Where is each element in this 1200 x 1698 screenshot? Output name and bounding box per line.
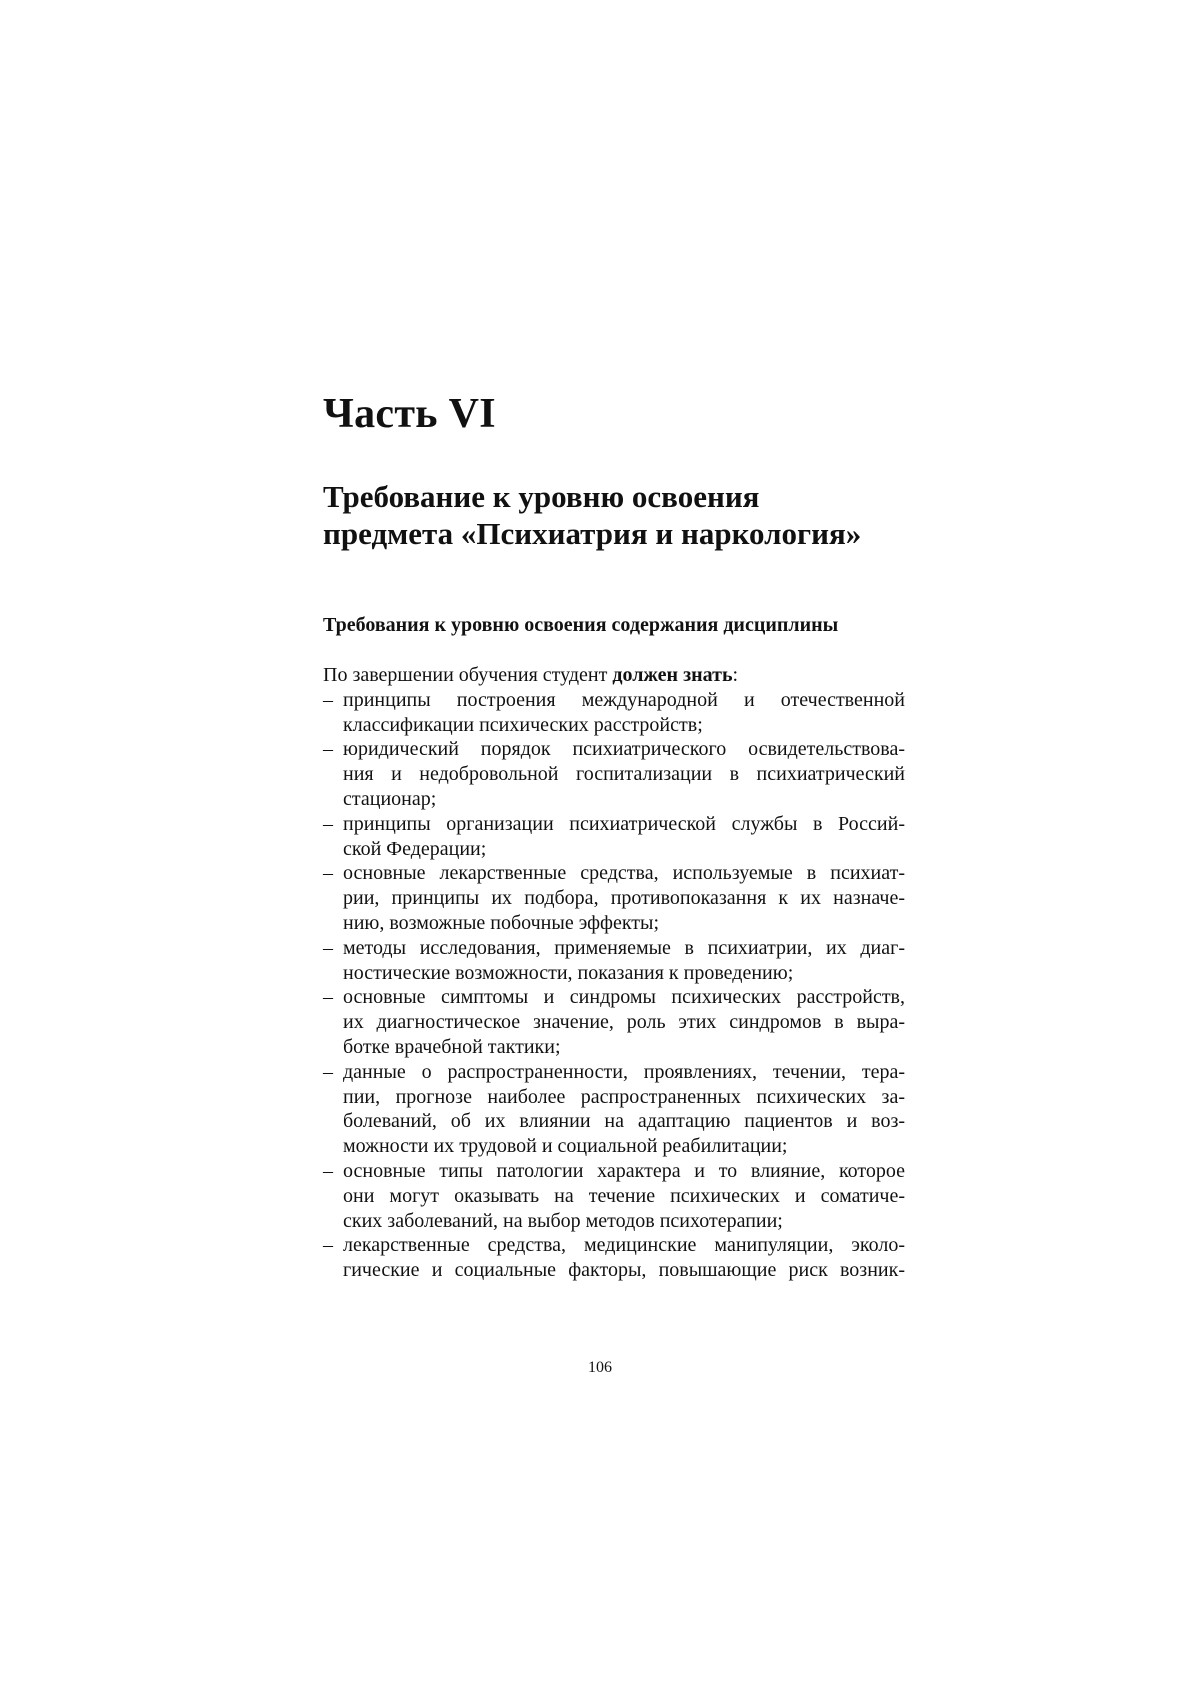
subsection-title: Требования к уровню освоения содержания дисциплины [323,614,839,636]
list-item [323,737,905,811]
list-item-line: классификации психических расстройств; [343,713,703,736]
list-item [323,812,905,862]
list-item-line: принципы организации психиатрической службы в Россий- [343,812,905,835]
list-item-line: принципы построения международной и отечественной [343,688,905,711]
intro-emphasis: должен знать [612,664,733,686]
list-marker: – [323,986,333,1009]
list-item [323,985,905,1059]
list-item-line: нию, возможные побочные эффекты; [343,911,660,934]
list-item [323,1159,905,1233]
list-item-line: данные о распространенности, проявлениях, течении, тера- [343,1060,905,1083]
list-marker: – [323,812,333,835]
list-item-line: можности их трудовой и социальной реабилитации; [343,1135,788,1158]
list-item-line: лекарственные средства, медицинские манипуляции, эколо- [343,1234,905,1257]
list-item [323,688,905,738]
page-number: 106 [588,1359,612,1376]
list-item-line: ния и недобровольной госпитализации в психиатрический [343,763,905,786]
intro-colon: : [732,664,739,686]
list-item [323,1060,905,1159]
list-item-line: основные типы патологии характера и то влияние, которое [343,1159,905,1182]
list-item-line: они могут оказывать на течение психических и соматиче- [343,1184,905,1207]
requirements-list [323,688,905,1283]
list-item-line: основные лекарственные средства, используемые в психиат- [343,862,905,885]
list-item-line: пии, прогнозе наиболее распространенных психических за- [343,1085,905,1108]
list-item [323,1233,905,1283]
list-marker: – [323,862,333,885]
list-item-line: юридический порядок психиатрического освидетельствова- [343,738,905,761]
list-item-line: их диагностическое значение, роль этих синдромов в выра- [343,1011,905,1034]
list-marker: – [323,936,333,959]
section-title-line: Требование к уровню освоения [323,479,760,514]
part-title: Часть VI [323,391,496,437]
list-item-line: ских заболеваний, на выбор методов психотерапии; [343,1209,783,1232]
list-item-line: рии, принципы их подбора, противопоказання к их назначе- [343,887,905,910]
list-marker: – [323,1234,333,1257]
list-marker: – [323,1060,333,1083]
list-item-line: основные симптомы и синдромы психических расстройств, [343,986,905,1009]
list-item-line: ской Федерации; [343,837,487,860]
list-item-line: ботке врачебной тактики; [343,1035,561,1058]
body-text [323,663,905,1283]
section-title-line: предмета «Психиатрия и наркология» [323,516,862,551]
intro-paragraph [323,663,905,688]
list-item-line: ностические возможности, показания к проведению; [343,961,794,984]
list-item-line: методы исследования, применяемые в психиатрии, их диаг- [343,936,905,959]
list-marker: – [323,688,333,711]
list-item-line: стационар; [343,787,437,810]
list-item-line: болеваний, об их влиянии на адаптацию пациентов и воз- [343,1110,905,1133]
list-item [323,861,905,935]
section-title [323,478,923,552]
list-marker: – [323,1159,333,1182]
intro-text: По завершении обучения студент [323,664,613,686]
list-marker: – [323,738,333,761]
list-item-line: гические и социальные факторы, повышающие риск возник- [343,1259,905,1282]
list-item [323,936,905,986]
